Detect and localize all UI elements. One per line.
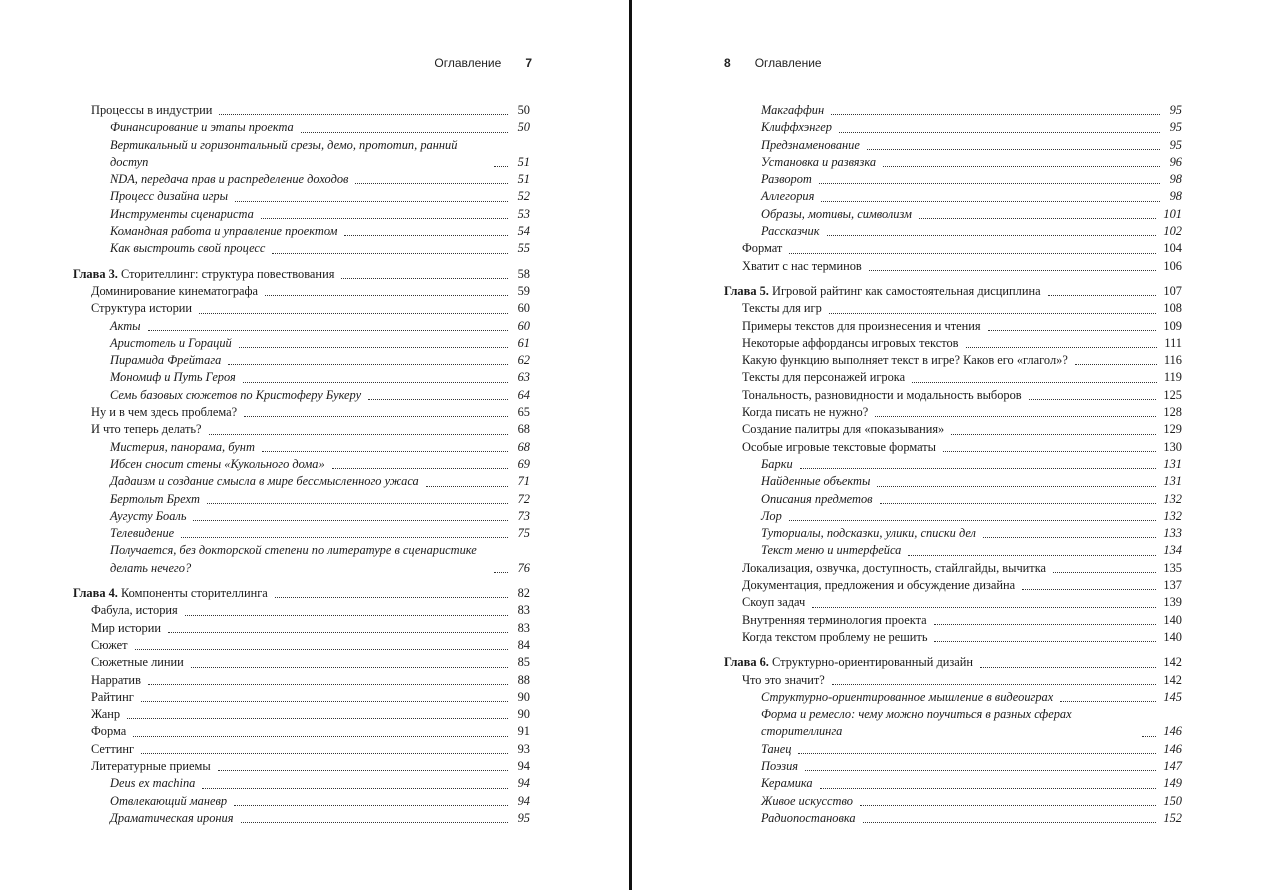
toc-entry[interactable]: Сюжетные линии 85 — [91, 655, 530, 670]
toc-entry[interactable]: Описания предметов 132 — [761, 491, 1182, 506]
toc-entry[interactable]: Локализация, озвучка, доступность, стайлгайды, вычитка 135 — [742, 560, 1182, 575]
toc-entry[interactable]: Фабула, история 83 — [91, 603, 530, 618]
toc-entry[interactable]: Формат 104 — [742, 241, 1182, 256]
toc-entry[interactable]: Инструменты сценариста 53 — [110, 206, 530, 221]
page-number: 8 — [724, 56, 731, 70]
toc-entry[interactable]: Доминирование кинематографа 59 — [91, 283, 530, 298]
toc-entry[interactable]: Макгаффин 95 — [761, 103, 1182, 117]
toc-entry[interactable]: Лор 132 — [761, 508, 1182, 523]
toc-entry[interactable]: Аугусту Боаль 73 — [110, 508, 530, 523]
toc-entry[interactable]: Дадаизм и создание смысла в мире бессмысленного ужаса 71 — [110, 474, 530, 489]
toc-entry[interactable]: Литературные приемы 94 — [91, 758, 530, 773]
toc-entry[interactable]: Когда текстом проблему не решить 140 — [742, 629, 1182, 644]
toc-entry[interactable]: Ибсен сносит стены «Кукольного дома» 69 — [110, 456, 530, 471]
toc-chapter[interactable]: Глава 6. Структурно-ориентированный дизайн 142 — [724, 655, 1182, 670]
toc-entry[interactable]: Рассказчик 102 — [761, 224, 1182, 239]
toc-entry[interactable]: Тексты для персонажей игрока 119 — [742, 370, 1182, 385]
toc-entry[interactable]: Поэзия 147 — [761, 758, 1182, 773]
toc-chapter[interactable]: Глава 5. Игровой райтинг как самостоятельная дисциплина 107 — [724, 283, 1182, 298]
toc-entry[interactable]: Форма и ремесло: чему можно поучиться в разных сферах сторителлинга 146 — [761, 707, 1182, 739]
toc-entry[interactable]: Скоуп задач 139 — [742, 595, 1182, 610]
toc-chapter[interactable]: Глава 3. Сторителлинг: структура повествования 58 — [73, 266, 530, 281]
toc-entry[interactable]: Какую функцию выполняет текст в игре? Каков его «глагол»? 116 — [742, 353, 1182, 368]
toc-entry[interactable]: Семь базовых сюжетов по Кристоферу Букеру 64 — [110, 387, 530, 402]
toc-entry[interactable]: Живое искусство 150 — [761, 793, 1182, 808]
toc-entry[interactable]: Сюжет 84 — [91, 637, 530, 652]
toc-entry[interactable]: Текст меню и интерфейса 134 — [761, 543, 1182, 558]
toc-entry[interactable]: Найденные объекты 131 — [761, 474, 1182, 489]
toc-entry[interactable]: Райтинг 90 — [91, 689, 530, 704]
toc-entry[interactable]: Клиффхэнгер 95 — [761, 120, 1182, 135]
toc-entry[interactable]: Аристотель и Гораций 61 — [110, 335, 530, 350]
toc-entry[interactable]: Керамика 149 — [761, 776, 1182, 791]
toc-entry[interactable]: Особые игровые текстовые форматы 130 — [742, 439, 1182, 454]
toc-chapter[interactable]: Глава 4. Компоненты сторителлинга 82 — [73, 586, 530, 601]
table-of-contents — [724, 102, 1182, 827]
toc-entry[interactable]: Deus ex machina 94 — [110, 776, 530, 791]
toc-entry[interactable]: Танец 146 — [761, 741, 1182, 756]
toc-entry[interactable]: Что это значит? 142 — [742, 672, 1182, 687]
toc-entry[interactable]: Сеттинг 93 — [91, 741, 530, 756]
toc-entry[interactable]: Туториалы, подсказки, улики, списки дел 133 — [761, 526, 1182, 541]
toc-entry[interactable]: Внутренняя терминология проекта 140 — [742, 612, 1182, 627]
toc-entry[interactable]: Нарратив 88 — [91, 672, 530, 687]
toc-entry[interactable]: И что теперь делать? 68 — [91, 422, 530, 437]
toc-entry[interactable]: Документация, предложения и обсуждение дизайна 137 — [742, 578, 1182, 593]
toc-entry[interactable]: Структура истории 60 — [91, 301, 530, 316]
toc-entry[interactable]: Финансирование и этапы проекта 50 — [110, 120, 530, 135]
toc-entry[interactable]: Предзнаменование 95 — [761, 137, 1182, 152]
toc-entry[interactable]: Процессы в индустрии 50 — [91, 103, 530, 117]
toc-entry[interactable]: Получается, без докторской степени по литературе в сценаристике делать нечего? 76 — [110, 543, 530, 575]
table-of-contents — [73, 102, 530, 827]
toc-entry[interactable]: Бертольт Брехт 72 — [110, 491, 530, 506]
toc-entry[interactable]: Пирамида Фрейтага 62 — [110, 353, 530, 368]
toc-entry[interactable]: Вертикальный и горизонтальный срезы, демо, прототип, ранний доступ 51 — [110, 137, 530, 169]
toc-entry[interactable]: Хватит с нас терминов 106 — [742, 258, 1182, 273]
toc-entry[interactable]: Образы, мотивы, символизм 101 — [761, 206, 1182, 221]
toc-entry[interactable]: Мистерия, панорама, бунт 68 — [110, 439, 530, 454]
running-head — [724, 56, 822, 70]
toc-entry[interactable]: Примеры текстов для произнесения и чтения 109 — [742, 318, 1182, 333]
toc-entry[interactable]: Ну и в чем здесь проблема? 65 — [91, 405, 530, 420]
toc-entry[interactable]: Аллегория 98 — [761, 189, 1182, 204]
toc-entry[interactable]: Мономиф и Путь Героя 63 — [110, 370, 530, 385]
toc-entry[interactable]: Отвлекающий маневр 94 — [110, 793, 530, 808]
toc-entry[interactable]: Процесс дизайна игры 52 — [110, 189, 530, 204]
toc-entry[interactable]: Радиопостановка 152 — [761, 810, 1182, 825]
toc-entry[interactable]: Когда писать не нужно? 128 — [742, 405, 1182, 420]
toc-entry[interactable]: Телевидение 75 — [110, 526, 530, 541]
toc-entry[interactable]: Драматическая ирония 95 — [110, 810, 530, 825]
toc-entry[interactable]: Тексты для игр 108 — [742, 301, 1182, 316]
toc-entry[interactable]: Акты 60 — [110, 318, 530, 333]
toc-entry[interactable]: Установка и развязка 96 — [761, 154, 1182, 169]
toc-entry[interactable]: Как выстроить свой процесс 55 — [110, 241, 530, 256]
toc-entry[interactable]: Командная работа и управление проектом 54 — [110, 224, 530, 239]
toc-entry[interactable]: Жанр 90 — [91, 707, 530, 722]
toc-entry[interactable]: Разворот 98 — [761, 172, 1182, 187]
toc-entry[interactable]: Некоторые аффордансы игровых текстов 111 — [742, 335, 1182, 350]
toc-entry[interactable]: Структурно-ориентированное мышление в видеоиграх 145 — [761, 689, 1182, 704]
toc-entry[interactable]: Барки 131 — [761, 456, 1182, 471]
running-head-title: Оглавление — [434, 56, 502, 70]
left-page — [0, 0, 630, 890]
toc-entry[interactable]: NDA, передача прав и распределение доходов 51 — [110, 172, 530, 187]
toc-entry[interactable]: Форма 91 — [91, 724, 530, 739]
toc-entry[interactable]: Тональность, разновидности и модальность выборов 125 — [742, 387, 1182, 402]
right-page — [632, 0, 1262, 890]
toc-entry[interactable]: Мир истории 83 — [91, 620, 530, 635]
running-head-title: Оглавление — [754, 56, 822, 70]
running-head — [434, 56, 532, 70]
page-number: 7 — [525, 56, 532, 70]
toc-entry[interactable]: Создание палитры для «показывания» 129 — [742, 422, 1182, 437]
